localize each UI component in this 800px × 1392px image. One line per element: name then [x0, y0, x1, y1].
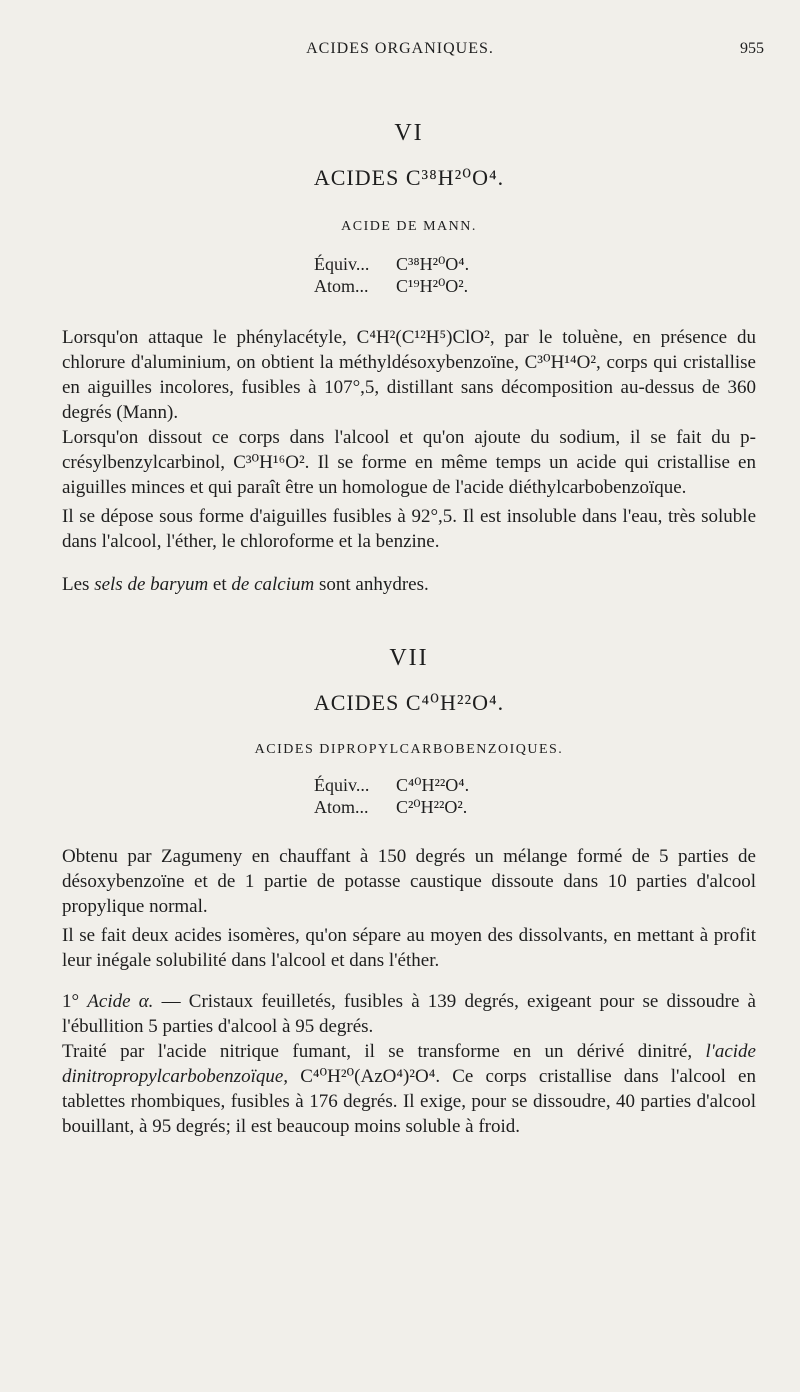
section-title-vi: ACIDES C³⁸H²⁰O⁴.: [313, 165, 505, 190]
italic-run: sels de baryum: [94, 574, 209, 595]
equiv-line: [314, 253, 504, 275]
atom-label: Atom...: [314, 276, 369, 296]
text-run: C⁴⁰H²⁰(AzO⁴)²O⁴. Ce corps cristallise dans l'alcool en tablettes rhombiques, fusibles à 176 degrés. Il exige, pour se dissoudre, 40 parties d'alcool bouillant, à 95 degrés; il est beaucoup moins soluble à froid.: [62, 1066, 756, 1137]
text-run: Les: [62, 574, 95, 595]
equiv-formula: C³⁸H²⁰O⁴.: [396, 254, 470, 274]
paragraph-vi-1: Lorsqu'on attaque le phénylacétyle, C⁴H²(C¹²H⁵)ClO², par le toluène, en présence du chlorure d'aluminium, on obtient la méthyldésoxybenzoïne, C³⁰H¹⁴O², corps qui cristallise en aiguilles incolores, fusibles à 107°,5, distillant sans décomposition au-dessus de 360 degrés (Mann).: [62, 327, 756, 423]
running-header: [0, 38, 800, 62]
text-run: 1°: [62, 991, 88, 1012]
atom-formula: C²⁰H²²O².: [396, 797, 468, 817]
section-number-vi: VI: [394, 120, 424, 146]
equiv-label: Équiv...: [314, 254, 370, 274]
equiv-formula: C⁴⁰H²²O⁴.: [396, 775, 470, 795]
page-number: 955: [740, 40, 764, 57]
section-title-vii: ACIDES C⁴⁰H²²O⁴.: [313, 690, 505, 715]
atom-line: [314, 275, 504, 297]
atom-formula: C¹⁹H²⁰O².: [396, 276, 469, 296]
italic-run: Acide α.: [87, 991, 154, 1012]
paragraph-vii-4: [62, 1039, 756, 1139]
running-title: ACIDES ORGANIQUES.: [306, 40, 494, 57]
paragraph-vii-3: [62, 989, 756, 1039]
section-subtitle-vi: ACIDE DE MANN.: [341, 219, 477, 234]
atom-line: [314, 796, 504, 818]
text-run: et: [208, 574, 232, 595]
equiv-line: [314, 774, 504, 796]
formula-block-vii: [314, 774, 504, 818]
paragraph-vi-4: [62, 572, 756, 597]
atom-label: Atom...: [314, 797, 369, 817]
paragraph-vii-2: Il se fait deux acides isomères, qu'on sépare au moyen des dissolvants, en mettant à profit leur inégale solubilité dans l'alcool et dans l'éther.: [62, 925, 756, 971]
equiv-label: Équiv...: [314, 775, 370, 795]
text-run: Traité par l'acide nitrique fumant, il se transforme en un dérivé dinitré,: [62, 1041, 706, 1062]
text-run: — Cristaux feuilletés, fusibles à 139 degrés, exigeant pour se dissoudre à l'ébullition 5 parties d'alcool à 95 degrés.: [62, 991, 756, 1037]
paragraph-vi-2: Lorsqu'on dissout ce corps dans l'alcool et qu'on ajoute du sodium, il se fait du p-crésylbenzylcarbinol, C³⁰H¹⁶O². Il se forme en même temps un acide qui cristallise en aiguilles minces et qui paraît être un homologue de l'acide diéthylcarbobenzoïque.: [62, 427, 756, 498]
text-run: sont anhydres.: [314, 574, 429, 595]
formula-block-vi: [314, 253, 504, 297]
italic-run: de calcium: [231, 574, 315, 595]
italic-run: l'acide dinitropropylcarbobenzoïque,: [62, 1041, 756, 1087]
section-number-vii: VII: [389, 645, 429, 671]
paragraph-vii-1: Obtenu par Zagumeny en chauffant à 150 degrés un mélange formé de 5 parties de désoxybenzoïne et de 1 partie de potasse caustique dissoute dans 10 parties d'alcool propylique normal.: [62, 846, 756, 917]
section-subtitle-vii: ACIDES DIPROPYLCARBOBENZOIQUES.: [254, 742, 564, 757]
page-body: [62, 120, 756, 1139]
paragraph-vi-3: Il se dépose sous forme d'aiguilles fusibles à 92°,5. Il est insoluble dans l'eau, très soluble dans l'alcool, l'éther, le chloroforme et la benzine.: [62, 506, 756, 552]
